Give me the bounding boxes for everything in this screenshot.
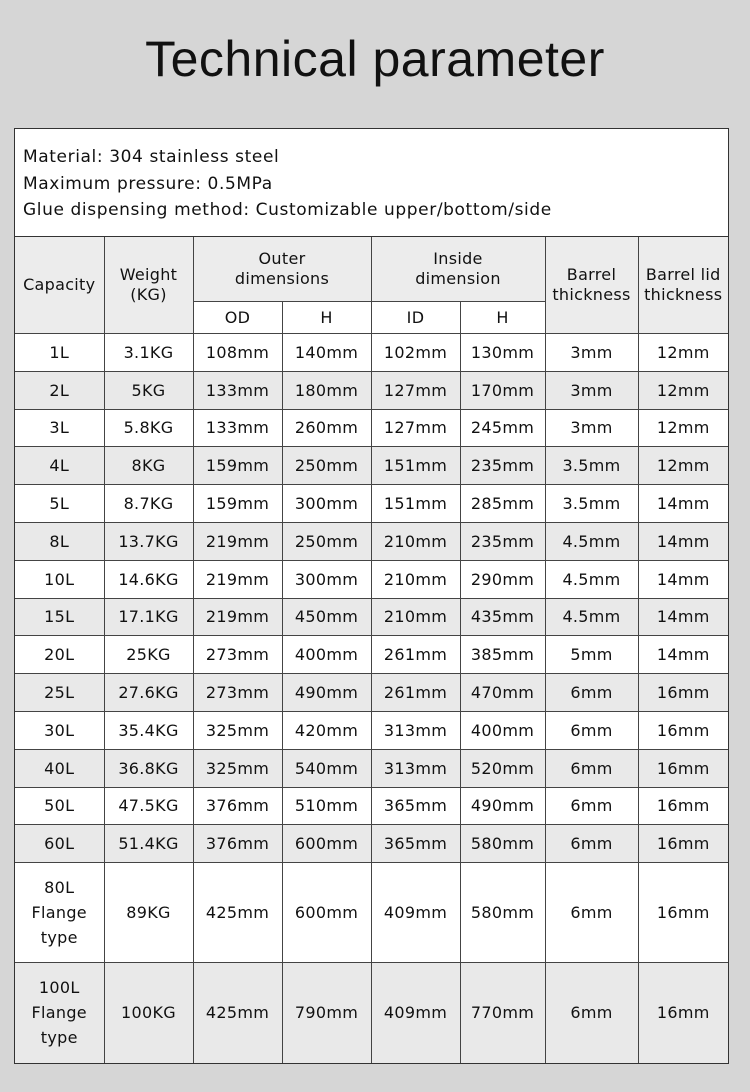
cell-inside-h: 290mm <box>460 560 545 598</box>
cell-barrel-thickness: 6mm <box>545 963 638 1063</box>
header-lid-thickness <box>638 237 728 334</box>
cell-inside-h: 285mm <box>460 485 545 523</box>
table-row <box>15 409 728 447</box>
cell-inside-h: 400mm <box>460 711 545 749</box>
cell-weight: 13.7KG <box>104 522 193 560</box>
table-row <box>15 674 728 712</box>
cell-line: Flange <box>31 903 87 923</box>
dispensing-line: Glue dispensing method: Customizable upper/bottom/side <box>23 200 552 220</box>
header-outer-line1: Outer <box>258 249 306 268</box>
header-weight <box>104 237 193 334</box>
cell-barrel-thickness: 6mm <box>545 674 638 712</box>
cell-capacity: 2L <box>15 371 104 409</box>
cell-outer-h: 450mm <box>282 598 371 636</box>
table-row <box>15 522 728 560</box>
cell-barrel-thickness: 6mm <box>545 787 638 825</box>
cell-barrel-thickness: 6mm <box>545 711 638 749</box>
cell-weight: 3.1KG <box>104 334 193 372</box>
cell-weight: 51.4KG <box>104 825 193 863</box>
cell-lid-thickness: 14mm <box>638 636 728 674</box>
cell-outer-h: 250mm <box>282 447 371 485</box>
table-body <box>15 334 728 1063</box>
cell-inside-h: 490mm <box>460 787 545 825</box>
cell-outer-od: 219mm <box>193 560 282 598</box>
cell-inside-id: 313mm <box>371 749 460 787</box>
header-lid-line1: Barrel lid <box>645 265 721 284</box>
cell-barrel-thickness: 4.5mm <box>545 560 638 598</box>
cell-lid-thickness: 16mm <box>638 711 728 749</box>
cell-outer-h: 490mm <box>282 674 371 712</box>
cell-outer-od: 425mm <box>193 963 282 1063</box>
cell-inside-id: 210mm <box>371 598 460 636</box>
cell-outer-od: 159mm <box>193 447 282 485</box>
header-outer-line2: dimensions <box>234 269 330 288</box>
cell-line: type <box>40 1028 78 1048</box>
cell-weight: 14.6KG <box>104 560 193 598</box>
table-row <box>15 963 728 1063</box>
header-capacity: Capacity <box>15 237 104 334</box>
cell-outer-od: 325mm <box>193 711 282 749</box>
cell-lid-thickness: 14mm <box>638 598 728 636</box>
table-row <box>15 560 728 598</box>
cell-weight: 35.4KG <box>104 711 193 749</box>
cell-line: Flange <box>31 1003 87 1023</box>
cell-outer-h: 600mm <box>282 825 371 863</box>
cell-outer-h: 180mm <box>282 371 371 409</box>
cell-outer-h: 510mm <box>282 787 371 825</box>
cell-outer-od: 376mm <box>193 787 282 825</box>
table-row <box>15 485 728 523</box>
cell-barrel-thickness: 5mm <box>545 636 638 674</box>
table-row <box>15 787 728 825</box>
cell-inside-h: 520mm <box>460 749 545 787</box>
pressure-line: Maximum pressure: 0.5MPa <box>23 173 273 194</box>
cell-capacity: 20L <box>15 636 104 674</box>
cell-inside-id: 409mm <box>371 863 460 963</box>
cell-outer-h: 300mm <box>282 560 371 598</box>
cell-weight: 8KG <box>104 447 193 485</box>
header-od: OD <box>193 302 282 334</box>
header-barrel-line2: thickness <box>552 285 631 304</box>
cell-inside-h: 580mm <box>460 825 545 863</box>
cell-capacity: 25L <box>15 674 104 712</box>
cell-inside-id: 365mm <box>371 825 460 863</box>
cell-capacity <box>15 863 104 963</box>
page-title: Technical parameter <box>145 31 605 87</box>
header-outer-h: H <box>282 302 371 334</box>
cell-inside-h: 470mm <box>460 674 545 712</box>
cell-outer-od: 219mm <box>193 598 282 636</box>
cell-capacity: 60L <box>15 825 104 863</box>
spec-sheet <box>14 128 729 1064</box>
cell-line: 80L <box>44 878 75 898</box>
cell-lid-thickness: 14mm <box>638 560 728 598</box>
cell-capacity: 5L <box>15 485 104 523</box>
cell-outer-h: 300mm <box>282 485 371 523</box>
cell-outer-od: 159mm <box>193 485 282 523</box>
header-inside-line2: dimension <box>415 269 501 288</box>
cell-inside-id: 261mm <box>371 636 460 674</box>
cell-outer-h: 600mm <box>282 863 371 963</box>
cell-outer-od: 219mm <box>193 522 282 560</box>
cell-inside-id: 365mm <box>371 787 460 825</box>
cell-inside-h: 235mm <box>460 522 545 560</box>
cell-outer-od: 425mm <box>193 863 282 963</box>
header-inside-h: H <box>460 302 545 334</box>
cell-inside-id: 313mm <box>371 711 460 749</box>
cell-outer-h: 420mm <box>282 711 371 749</box>
cell-inside-h: 580mm <box>460 863 545 963</box>
cell-outer-h: 540mm <box>282 749 371 787</box>
header-inside-line1: Inside <box>433 249 483 268</box>
cell-weight: 5KG <box>104 371 193 409</box>
cell-weight: 47.5KG <box>104 787 193 825</box>
table-row <box>15 749 728 787</box>
cell-capacity: 4L <box>15 447 104 485</box>
cell-barrel-thickness: 4.5mm <box>545 522 638 560</box>
cell-capacity <box>15 963 104 1063</box>
header-id: ID <box>371 302 460 334</box>
table-row <box>15 334 728 372</box>
cell-weight: 100KG <box>104 963 193 1063</box>
cell-capacity: 30L <box>15 711 104 749</box>
cell-inside-id: 127mm <box>371 409 460 447</box>
cell-inside-id: 210mm <box>371 522 460 560</box>
cell-barrel-thickness: 6mm <box>545 825 638 863</box>
cell-lid-thickness: 16mm <box>638 749 728 787</box>
table-row <box>15 825 728 863</box>
cell-inside-id: 127mm <box>371 371 460 409</box>
cell-inside-id: 409mm <box>371 963 460 1063</box>
cell-lid-thickness: 12mm <box>638 334 728 372</box>
cell-capacity: 3L <box>15 409 104 447</box>
cell-lid-thickness: 14mm <box>638 485 728 523</box>
cell-outer-h: 260mm <box>282 409 371 447</box>
cell-outer-h: 400mm <box>282 636 371 674</box>
cell-barrel-thickness: 6mm <box>545 863 638 963</box>
cell-outer-od: 273mm <box>193 674 282 712</box>
cell-inside-id: 102mm <box>371 334 460 372</box>
table-row <box>15 863 728 963</box>
header-barrel-line1: Barrel <box>566 265 617 284</box>
cell-weight: 17.1KG <box>104 598 193 636</box>
cell-line: 100L <box>38 978 80 998</box>
cell-barrel-thickness: 3mm <box>545 409 638 447</box>
cell-lid-thickness: 16mm <box>638 863 728 963</box>
cell-capacity: 10L <box>15 560 104 598</box>
header-inside-dimension <box>371 237 545 302</box>
cell-lid-thickness: 16mm <box>638 787 728 825</box>
cell-outer-od: 108mm <box>193 334 282 372</box>
cell-lid-thickness: 16mm <box>638 963 728 1063</box>
cell-barrel-thickness: 3.5mm <box>545 485 638 523</box>
cell-inside-h: 770mm <box>460 963 545 1063</box>
cell-barrel-thickness: 4.5mm <box>545 598 638 636</box>
cell-outer-od: 273mm <box>193 636 282 674</box>
cell-inside-h: 235mm <box>460 447 545 485</box>
cell-weight: 27.6KG <box>104 674 193 712</box>
cell-capacity: 8L <box>15 522 104 560</box>
cell-capacity: 1L <box>15 334 104 372</box>
cell-lid-thickness: 12mm <box>638 371 728 409</box>
table-row <box>15 598 728 636</box>
cell-weight: 8.7KG <box>104 485 193 523</box>
table-row <box>15 711 728 749</box>
material-info <box>15 129 728 237</box>
cell-outer-od: 133mm <box>193 371 282 409</box>
cell-capacity: 50L <box>15 787 104 825</box>
header-weight-line1: Weight <box>119 265 178 284</box>
table-row <box>15 371 728 409</box>
cell-line: type <box>40 928 78 948</box>
cell-outer-h: 250mm <box>282 522 371 560</box>
cell-inside-h: 385mm <box>460 636 545 674</box>
header-weight-line2: (KG) <box>130 285 167 304</box>
table-row <box>15 636 728 674</box>
cell-capacity: 40L <box>15 749 104 787</box>
cell-inside-id: 151mm <box>371 485 460 523</box>
table-row <box>15 447 728 485</box>
cell-outer-h: 140mm <box>282 334 371 372</box>
header-outer-dimensions <box>193 237 371 302</box>
material-line: Material: 304 stainless steel <box>23 147 280 167</box>
cell-lid-thickness: 16mm <box>638 674 728 712</box>
cell-capacity: 15L <box>15 598 104 636</box>
header-barrel-thickness <box>545 237 638 334</box>
cell-barrel-thickness: 3mm <box>545 371 638 409</box>
cell-inside-id: 151mm <box>371 447 460 485</box>
cell-inside-id: 210mm <box>371 560 460 598</box>
cell-lid-thickness: 12mm <box>638 447 728 485</box>
cell-barrel-thickness: 3mm <box>545 334 638 372</box>
cell-weight: 36.8KG <box>104 749 193 787</box>
cell-barrel-thickness: 6mm <box>545 749 638 787</box>
cell-inside-h: 435mm <box>460 598 545 636</box>
cell-lid-thickness: 16mm <box>638 825 728 863</box>
cell-weight: 25KG <box>104 636 193 674</box>
cell-weight: 5.8KG <box>104 409 193 447</box>
cell-inside-h: 245mm <box>460 409 545 447</box>
cell-inside-h: 130mm <box>460 334 545 372</box>
parameter-table <box>15 237 728 1063</box>
cell-inside-id: 261mm <box>371 674 460 712</box>
cell-weight: 89KG <box>104 863 193 963</box>
header-lid-line2: thickness <box>644 285 723 304</box>
cell-barrel-thickness: 3.5mm <box>545 447 638 485</box>
cell-outer-od: 325mm <box>193 749 282 787</box>
cell-lid-thickness: 14mm <box>638 522 728 560</box>
cell-outer-h: 790mm <box>282 963 371 1063</box>
cell-outer-od: 376mm <box>193 825 282 863</box>
cell-inside-h: 170mm <box>460 371 545 409</box>
cell-outer-od: 133mm <box>193 409 282 447</box>
cell-lid-thickness: 12mm <box>638 409 728 447</box>
